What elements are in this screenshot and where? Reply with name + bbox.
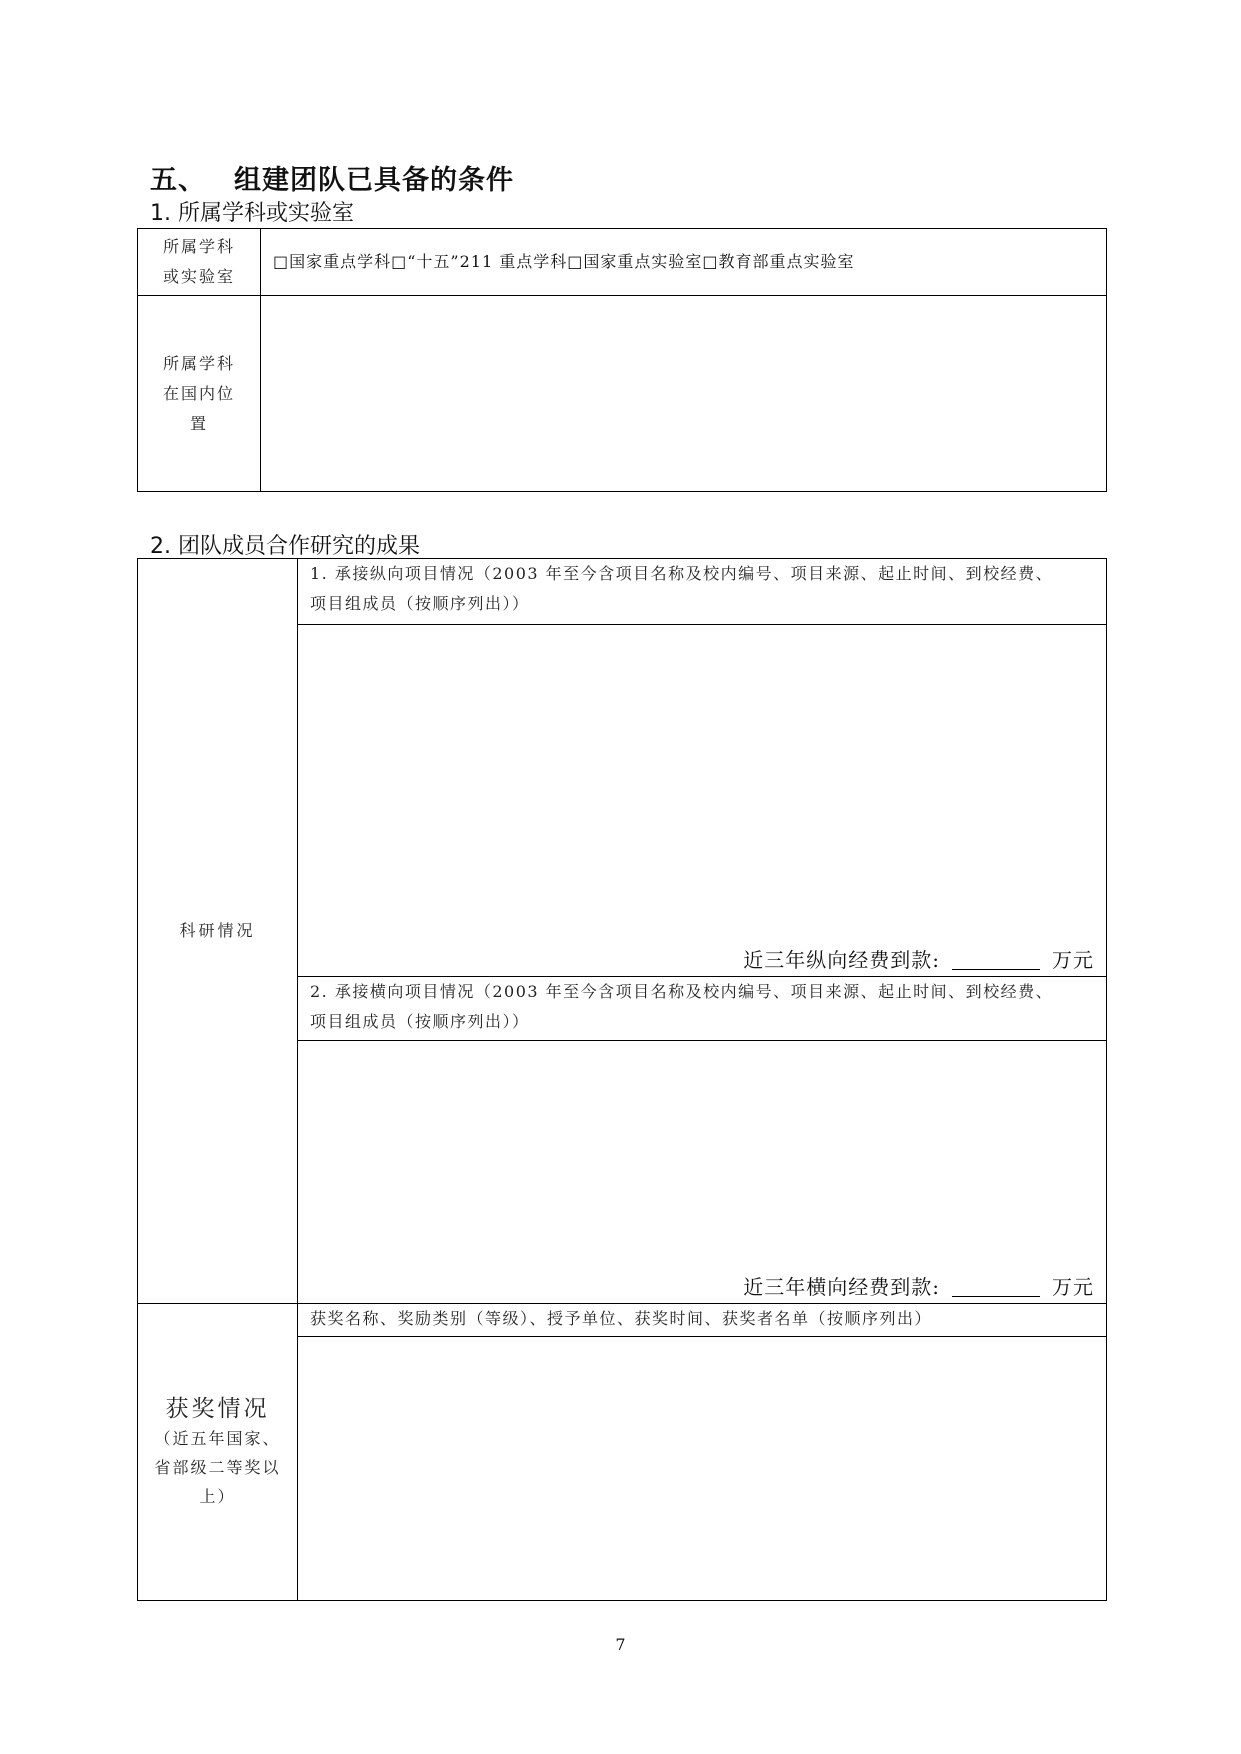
part2-title: 2. 团队成员合作研究的成果 xyxy=(150,534,420,559)
domestic-position-label-line3: 置 xyxy=(189,413,208,433)
discipline-label-line1: 所属学科 xyxy=(162,237,235,256)
vertical-fund-label: 近三年纵向经费到款: xyxy=(743,948,940,972)
horizontal-header-line2: 项目组成员（按顺序列出）） xyxy=(310,1012,530,1031)
vertical-header-line1: 1. 承接纵向项目情况（2003 年至今含项目名称及校内编号、项目来源、起止时间、到校经费、 xyxy=(310,564,1054,583)
vertical-header-line2: 项目组成员（按顺序列出）） xyxy=(310,594,530,613)
vertical-fund-unit: 万元 xyxy=(1052,948,1094,972)
horizontal-projects-field[interactable] xyxy=(298,1041,1107,1304)
page-number: 7 xyxy=(615,1635,626,1654)
vertical-fund-blank[interactable] xyxy=(952,969,1040,970)
domestic-position-field[interactable] xyxy=(261,296,1107,492)
section-title-text: 组建团队已具备的条件 xyxy=(234,165,514,196)
awards-field[interactable] xyxy=(298,1337,1107,1601)
part1-title: 1. 所属学科或实验室 xyxy=(150,201,354,226)
research-label: 科研情况 xyxy=(138,559,298,1304)
discipline-label xyxy=(138,229,261,296)
horizontal-header-line1: 2. 承接横向项目情况（2003 年至今含项目名称及校内编号、项目来源、起止时间、到校经费、 xyxy=(310,982,1054,1001)
horizontal-fund-blank[interactable] xyxy=(952,1296,1040,1297)
awards-note-line2: 省部级二等奖以 xyxy=(154,1457,281,1477)
horizontal-fund-unit: 万元 xyxy=(1052,1275,1094,1299)
awards-label-title: 获奖情况 xyxy=(165,1395,270,1422)
section-number: 五、 xyxy=(150,165,206,196)
vertical-projects-field[interactable] xyxy=(298,625,1107,977)
awards-note-line1: （近五年国家、 xyxy=(154,1428,281,1448)
horizontal-fund-line xyxy=(743,1272,1106,1302)
horizontal-projects-header xyxy=(298,977,1107,1041)
domestic-position-label-line1: 所属学科 xyxy=(162,353,235,373)
awards-note-line3: 上） xyxy=(199,1486,236,1506)
discipline-label-line2: 或实验室 xyxy=(162,267,235,286)
discipline-options[interactable]: □国家重点学科□“十五”211 重点学科□国家重点实验室□教育部重点实验室 xyxy=(261,229,1107,296)
vertical-fund-line xyxy=(743,945,1106,975)
domestic-position-label-line2: 在国内位 xyxy=(162,383,235,403)
domestic-position-label xyxy=(138,296,261,492)
section-title xyxy=(150,158,514,197)
awards-label xyxy=(138,1304,298,1601)
achievements-table xyxy=(137,558,1107,1601)
discipline-table xyxy=(137,228,1107,492)
vertical-projects-header xyxy=(298,559,1107,625)
horizontal-fund-label: 近三年横向经费到款: xyxy=(743,1275,940,1299)
awards-header: 获奖名称、奖励类别（等级）、授予单位、获奖时间、获奖者名单（按顺序列出） xyxy=(298,1304,1107,1337)
